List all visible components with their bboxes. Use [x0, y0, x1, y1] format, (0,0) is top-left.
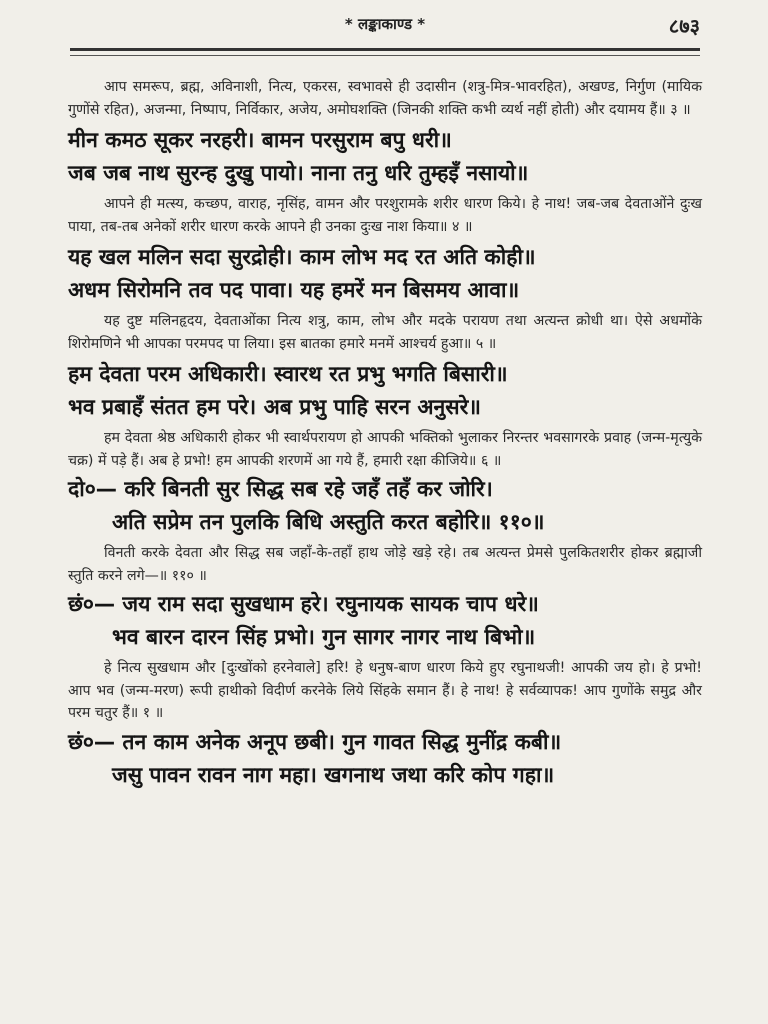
doha-line: दो०— करि बिनती सुर सिद्ध सब रहे जहँ तहँ कर जोरि।: [68, 476, 493, 501]
page-number: ८७३: [668, 14, 700, 38]
chhand-line: छं०— जय राम सदा सुखधाम हरे। रघुनायक सायक चाप धरे॥: [68, 591, 539, 616]
prose-paragraph: आप समरूप, ब्रह्म, अविनाशी, नित्य, एकरस, स्वभावसे ही उदासीन (शत्रु-मित्र-भावरहित), अखण्ड, निर्गुण (मायिक गुणोंसे रहित), अजन्मा, निष्पाप, निर्विकार, अजेय, अमोघशक्ति (जिनकी शक्ति कभी व्यर्थ नहीं होती) और दयामय हैं॥ ३ ॥: [68, 79, 702, 118]
prose-paragraph: हम देवता श्रेष्ठ अधिकारी होकर भी स्वार्थपरायण हो आपकी भक्तिको भुलाकर निरन्तर भवसागरके प्रवाह (जन्म-मृत्युके चक्र) में पड़े हैं। अब हे प्रभो! हम आपकी शरणमें आ गये हैं, हमारी रक्षा कीजिये॥ ६ ॥: [68, 430, 702, 469]
header-rule-thick: [70, 48, 700, 51]
doha-line: अति सप्रेम तन पुलकि बिधि अस्तुति करत बहोरि॥ ११०॥: [112, 509, 545, 534]
page-body: [68, 76, 702, 791]
verse-line: यह खल मलिन सदा सुरद्रोही। काम लोभ मद रत अति कोही॥: [68, 244, 536, 269]
verse-line: भव प्रबाहँ संतत हम परे। अब प्रभु पाहि सरन अनुसरे॥: [68, 394, 481, 419]
prose-paragraph: हे नित्य सुखधाम और [दुःखोंको हरनेवाले] हरि! हे धनुष-बाण धारण किये हुए रघुनाथजी! आपकी जय हो। हे प्रभो! आप भव (जन्म-मरण) रूपी हाथीको विदीर्ण करनेके लिये सिंहके समान हैं। हे नाथ! हे सर्वव्यापक! आप गुणोंके समुद्र और परम चतुर हैं॥ १ ॥: [68, 660, 702, 721]
chhand-line: छं०— तन काम अनेक अनूप छबी। गुन गावत सिद्ध मुनींद्र कबी॥: [68, 728, 562, 754]
prose-paragraph: आपने ही मत्स्य, कच्छप, वाराह, नृसिंह, वामन और परशुरामके शरीर धारण किये। हे नाथ! जब-जब देवताओंने दुःख पाया, तब-तब अनेकों शरीर धारण करके आपने ही उनका दुःख नाश किया॥ ४ ॥: [68, 196, 702, 235]
prose-paragraph: यह दुष्ट मलिनहृदय, देवताओंका नित्य शत्रु, काम, लोभ और मदके परायण तथा अत्यन्त क्रोधी था। ऐसे अधमोंके शिरोमणिने भी आपका परमपद पा लिया। इस बातका हमारे मनमें आश्चर्य हुआ॥ ५ ॥: [68, 313, 702, 352]
verse-line: अधम सिरोमनि तव पद पावा। यह हमरें मन बिसमय आवा॥: [68, 277, 520, 302]
prose-paragraph: विनती करके देवता और सिद्ध सब जहाँ-के-तहाँ हाथ जोड़े खड़े रहे। तब अत्यन्त प्रेमसे पुलकितशरीर होकर ब्रह्माजी स्तुति करने लगे—॥ ११० ॥: [68, 545, 702, 584]
chhand-line: भव बारन दारन सिंह प्रभो। गुन सागर नागर नाथ बिभो॥: [112, 624, 536, 649]
verse-line: हम देवता परम अधिकारी। स्वारथ रत प्रभु भगति बिसारी॥: [68, 361, 508, 386]
running-title: * लङ्काकाण्ड *: [344, 15, 426, 33]
page-header: [70, 12, 700, 42]
header-rule-thin: [70, 55, 700, 56]
verse-line: मीन कमठ सूकर नरहरी। बामन परसुराम बपु धरी॥: [68, 127, 452, 152]
verse-line: जब जब नाथ सुरन्ह दुखु पायो। नाना तनु धरि तुम्हइँ नसायो॥: [68, 160, 529, 185]
chhand-line: जसु पावन रावन नाग महा। खगनाथ जथा करि कोप गहा॥: [112, 761, 555, 787]
